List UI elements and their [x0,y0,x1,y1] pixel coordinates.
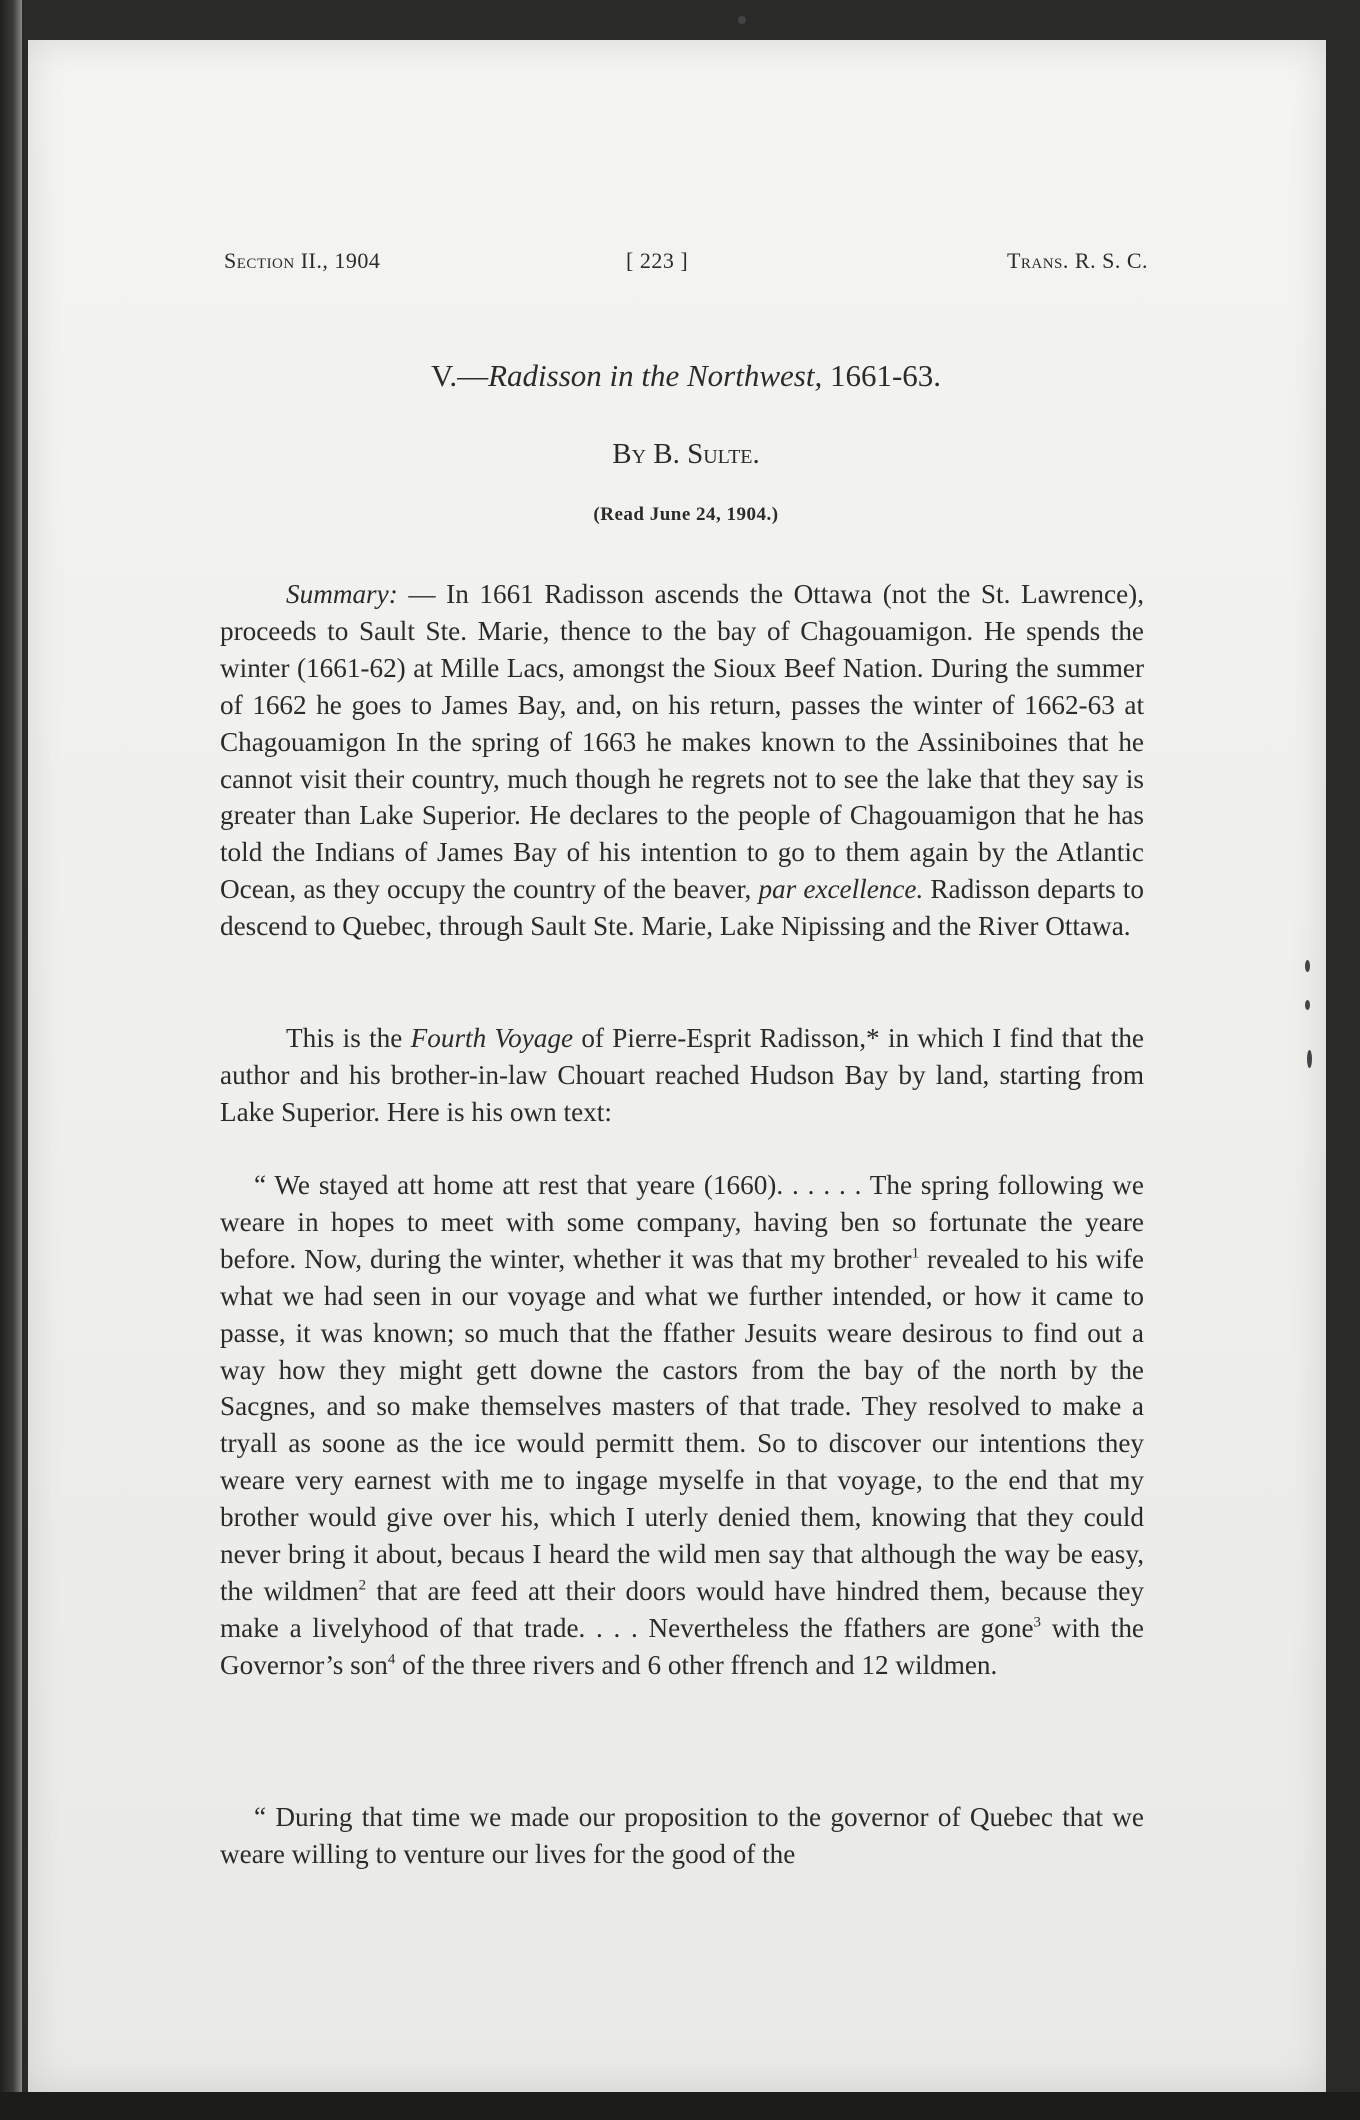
scan-speck [1305,1000,1310,1010]
scan-bottom-edge [0,2092,1360,2120]
header-journal: Trans. R. S. C. [1006,248,1148,273]
footnote-ref: 2 [358,1577,367,1594]
scan-speck [1307,1050,1312,1068]
footnote-ref: 3 [1033,1614,1042,1631]
footnote-ref: 1 [911,1245,920,1262]
summary-label: Summary: [286,579,398,609]
article-title [224,358,1148,394]
scan-speck [1305,960,1310,972]
scan-left-edge [0,0,22,2120]
italic-phrase: par excellence. [758,874,924,905]
footnote-ref: 4 [387,1651,396,1668]
author-byline: By B. Sulte. [612,438,760,470]
summary-paragraph: Summary: — In 1661 Radisson ascends the Ottawa (not the St. Lawrence), proceeds to Sault Ste. Marie, thence to the bay of Chagouamigon. He spends the winter (1661-62) at Mille Lacs, amongst the Sioux Beef Nation. During the summer of 1662 he goes to James Bay, and, on his return, passes the winter of 1662-63 at Chagouamigon In the spring of 1663 he makes known to the Assiniboines that he cannot visit their country, much though he regrets not to see the lake that they say is greater than Lake Superior. He declares to the people of Chagouamigon that he has told the Indians of James Bay of his intention to go to them again by the Atlantic Ocean, as they occupy the country of the beaver, par excellence. Radisson departs to descend to Quebec, through Sault Ste. Marie, Lake Nipissing and the River Ottawa. [220,579,1144,942]
running-header [224,248,1148,288]
quotation-paragraph-2: “ During that time we made our proposition to the governor of Quebec that we weare willing to venture our lives for the good of the [220,1802,1144,1869]
header-section: Section II., 1904 [224,248,381,273]
book-title: Fourth Voyage [410,1023,574,1053]
page-number: [ 223 ] [626,248,689,273]
read-date-note: (Read June 24, 1904.) [593,504,779,525]
scan-speck [738,16,746,24]
title-italic: Radisson in the Northwest, [488,358,823,393]
title-numeral: V.— [430,358,489,393]
quotation-paragraph-1: “ We stayed att home att rest that yeare (1660). . . . . . The spring following we weare in hopes to meet with some company, having ben so fortunate the yeare before. Now, during the winter, whether it was that my brother$^1$ revealed to his wife what we had seen in our voyage and what we further intended, or how it came to passe, it was known; so much that the ffather Jesuits weare desirous to find out a way how they might gett downe the castors from the bay of the north by the Sacgnes, and so make themselves masters of that trade. They resolved to make a tryall as soone as the ice would permitt them. So to discover our intentions they weare very earnest with me to ingage myselfe in that voyage, to the end that my brother would give over his, which I uterly denied them, knowing that they could never bring it about, becaus I heard the wild men say that although the way be easy, the wildmen$^2$ that are feed att their doors would have hindred them, because they make a livelyhood of that trade. . . . Nevertheless the ffathers are gone$^3$ with the Governor’s son$^4$ of the three rivers and 6 other ffrench and 12 wildmen. [220,1170,1145,1680]
intro-paragraph: This is the Fourth Voyage of Pierre-Esprit Radisson,* in which I find that the author and his brother-in-law Chouart reached Hudson Bay by land, starting from Lake Superior. Here is his own text: [220,1023,1144,1127]
title-years: 1661-63. [822,358,942,393]
